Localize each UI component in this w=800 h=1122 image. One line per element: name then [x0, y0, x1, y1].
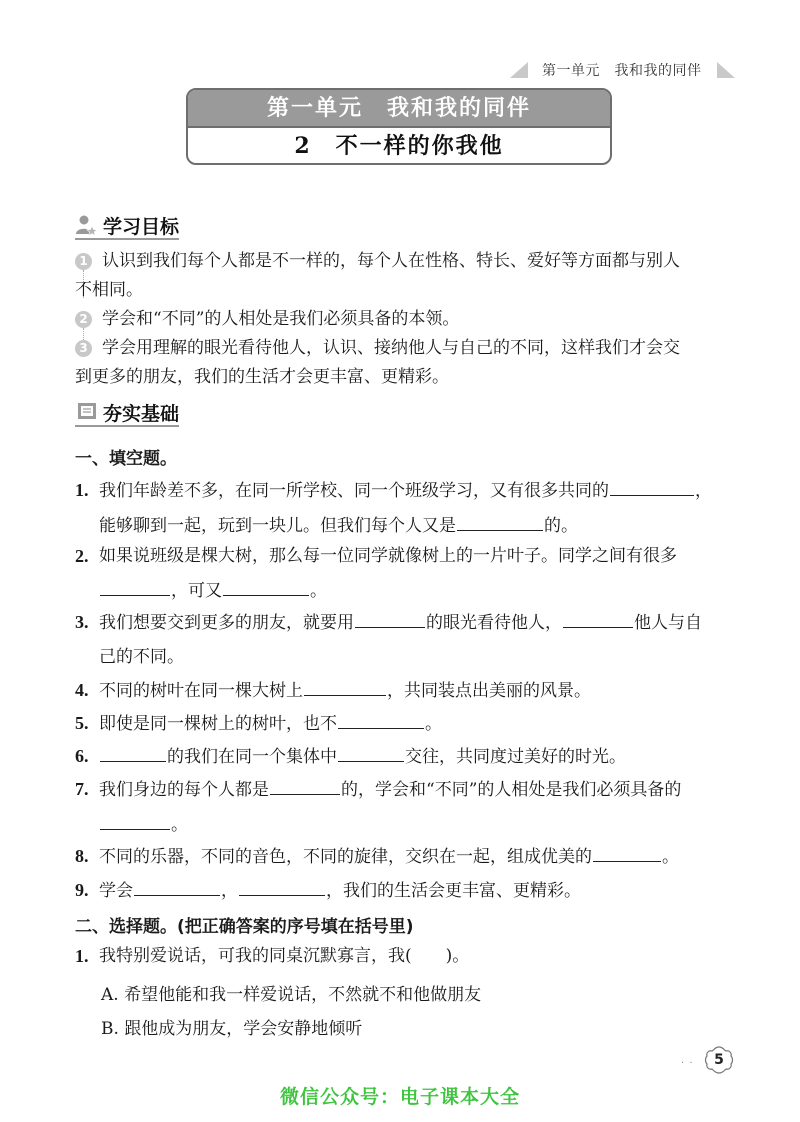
goal-number: 1 — [75, 253, 92, 270]
question-3 — [75, 605, 735, 673]
heading-underline — [75, 425, 179, 427]
running-header-text: 第一单元 我和我的同伴 — [542, 63, 702, 79]
answer-blank[interactable] — [338, 739, 404, 762]
question-7 — [75, 772, 735, 840]
question-text: ，我们的生活会更丰富、更精彩。 — [326, 881, 581, 901]
question-text: 能够聊到一起，玩到一块儿。但我们每个人又是 — [99, 516, 456, 536]
question-text: 即使是同一棵树上的树叶，也不 — [99, 714, 337, 734]
footer-watermark: 微信公众号：电子课本大全 — [279, 1086, 520, 1108]
choice-option-b[interactable] — [101, 1014, 362, 1039]
question-text: 己的不同。 — [99, 647, 184, 667]
heading-underline — [75, 238, 179, 240]
lesson-title-box — [186, 88, 612, 165]
question-number: 1. — [75, 480, 89, 500]
answer-blank[interactable] — [593, 839, 661, 862]
answer-blank[interactable] — [100, 807, 170, 830]
person-star-icon — [75, 214, 97, 236]
question-9 — [75, 873, 735, 907]
unit-title: 第一单元 我和我的同伴 — [188, 90, 610, 128]
page-number-badge — [681, 1044, 735, 1076]
goal-item — [75, 305, 735, 334]
question-number: 7. — [75, 779, 89, 799]
question-number: 1. — [75, 946, 89, 966]
option-label: A. — [101, 985, 119, 1005]
question-number: 2. — [75, 546, 89, 566]
question-6 — [75, 739, 735, 773]
question-text: 我们身边的每个人都是 — [99, 780, 269, 800]
learning-goals-title: 学习目标 — [103, 216, 180, 238]
question-number: 8. — [75, 846, 89, 866]
question-text: 如果说班级是棵大树，那么每一位同学就像树上的一片叶子。同学之间有很多 — [99, 546, 677, 566]
question-number: 6. — [75, 746, 89, 766]
goal-item — [75, 247, 735, 305]
question-text: 的我们在同一个集体中 — [167, 747, 337, 767]
question-number: 3. — [75, 612, 89, 632]
learning-goals-list — [75, 247, 735, 392]
question-text: ，共同装点出美丽的风景。 — [387, 681, 591, 701]
part2-heading: 二、选择题。(把正确答案的序号填在括号里) — [75, 917, 414, 937]
answer-blank[interactable] — [239, 873, 325, 896]
choice-question-1 — [75, 939, 735, 973]
question-text: ，可又 — [171, 581, 222, 601]
answer-blank[interactable] — [223, 573, 309, 596]
question-text: 。 — [662, 847, 679, 867]
question-text: 不同的树叶在同一棵大树上 — [99, 681, 303, 701]
question-8 — [75, 839, 735, 873]
choice-option-a[interactable] — [101, 980, 481, 1005]
question-number: 4. — [75, 680, 89, 700]
question-text: 的，学会和“不同”的人相处是我们必须具备的 — [341, 780, 682, 800]
goal-item — [75, 334, 735, 392]
book-icon — [77, 402, 97, 420]
question-text: 。 — [425, 714, 442, 734]
goal-text-line: 到更多的朋友，我们的生活才会更丰富、更精彩。 — [75, 367, 449, 387]
question-text: ， — [221, 881, 238, 901]
question-text: 他人与自 — [634, 613, 702, 633]
part1-heading: 一、填空题。 — [75, 449, 177, 469]
page-number: 5 — [714, 1052, 724, 1068]
question-text: ， — [695, 481, 712, 501]
lesson-title: 2 不一样的你我他 — [294, 133, 504, 159]
answer-blank[interactable] — [134, 873, 220, 896]
goal-text-line: 学会用理解的眼光看待他人，认识、接纳他人与自己的不同，这样我们才会交 — [102, 338, 680, 358]
question-text: 交往，共同度过美好的时光。 — [405, 747, 626, 767]
question-text: 我们想要交到更多的朋友，就要用 — [99, 613, 354, 633]
option-text: 希望他能和我一样爱说话，不然就不和他做朋友 — [124, 985, 482, 1005]
question-text: 的眼光看待他人， — [426, 613, 562, 633]
basics-title: 夯实基础 — [103, 403, 180, 425]
running-header — [510, 58, 735, 82]
question-text: 的。 — [544, 516, 578, 536]
goal-text-line: 不相同。 — [75, 280, 143, 300]
question-2 — [75, 539, 735, 607]
answer-blank[interactable] — [563, 605, 633, 628]
question-number: 5. — [75, 713, 89, 733]
option-text: 跟他成为朋友，学会安静地倾听 — [124, 1019, 363, 1039]
question-text: 。 — [171, 815, 188, 835]
question-number: 9. — [75, 880, 89, 900]
answer-blank[interactable] — [457, 508, 543, 531]
question-5 — [75, 706, 735, 740]
header-right-triangle-icon — [717, 62, 735, 78]
goal-number: 2 — [75, 311, 92, 328]
question-4 — [75, 673, 735, 707]
goal-number: 3 — [75, 340, 92, 357]
question-text: 不同的乐器，不同的音色，不同的旋律，交织在一起，组成优美的 — [99, 847, 592, 867]
goal-text-line: 认识到我们每个人都是不一样的，每个人在性格、特长、爱好等方面都与别人 — [102, 251, 680, 271]
answer-blank[interactable] — [304, 673, 386, 696]
answer-blank[interactable] — [355, 605, 425, 628]
page-dots: · · — [681, 1058, 694, 1069]
question-text: 我们年龄差不多，在同一所学校、同一个班级学习，又有很多共同的 — [99, 481, 609, 501]
answer-blank[interactable] — [338, 706, 424, 729]
answer-blank[interactable] — [100, 739, 166, 762]
answer-blank[interactable] — [100, 573, 170, 596]
header-left-triangle-icon — [510, 62, 528, 78]
answer-blank[interactable] — [270, 772, 340, 795]
question-text: 我特别爱说话，可我的同桌沉默寡言，我( )。 — [99, 946, 470, 966]
question-text: 学会 — [99, 881, 133, 901]
answer-blank[interactable] — [610, 473, 694, 496]
option-label: B. — [101, 1019, 119, 1039]
question-text: 。 — [310, 581, 327, 601]
question-1 — [75, 473, 735, 541]
goal-text-line: 学会和“不同”的人相处是我们必须具备的本领。 — [102, 309, 460, 329]
